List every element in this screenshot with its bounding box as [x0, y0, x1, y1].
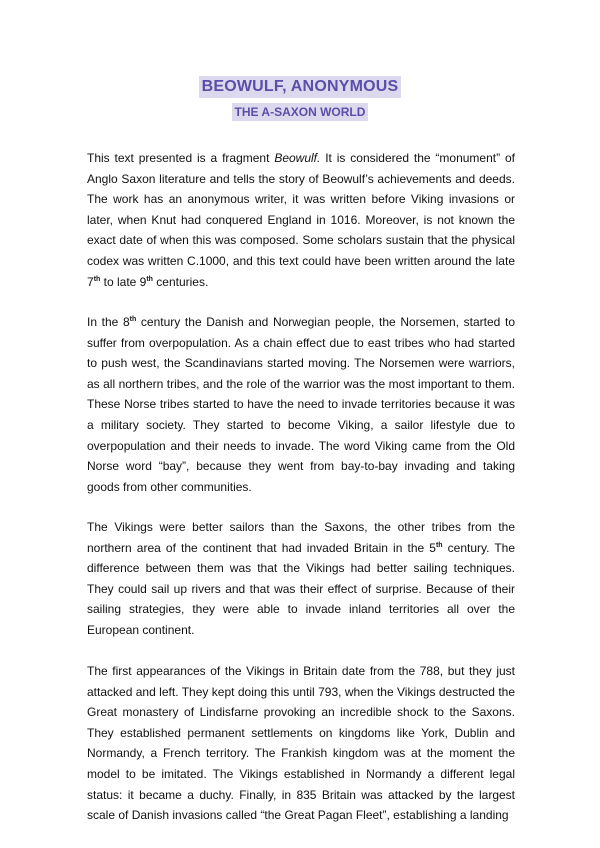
paragraph-3-text-a: The Vikings were better sailors than the Saxons, the other tribes from the northern area of the continent that had invaded Britain in the 5 [87, 520, 515, 555]
document-subtitle: THE A-SAXON WORLD [232, 103, 369, 121]
subtitle-block [0, 103, 600, 121]
ordinal-suffix: th [93, 275, 101, 283]
paragraph-4 [87, 661, 515, 826]
paragraph-1-text-b: It is considered the “monument” of Anglo Saxon literature and tells the story of Beowulf’s achievements and deeds. The work has an anonymous writer, it was written before Viking invasions or later, when Knut had conquered England in 1016. Moreover, is not known the exact date of when this was composed. Some scholars sustain that the physical codex was written C.1000, and this text could have been written around the late 7 [87, 151, 515, 289]
work-title: Beowulf. [274, 151, 321, 165]
paragraph-3-text-b: century. The difference between them was that the Vikings had better sailing techniques. They could sail up rivers and that was their effect of surprise. Because of their sailing strategies, they were able to invade inland territories all over the European continent. [87, 540, 515, 637]
paragraph-1-text-d: centuries. [152, 274, 209, 289]
paragraph-2 [87, 312, 515, 497]
paragraph-1-text-a: This text presented is a fragment [87, 151, 275, 165]
paragraph-2-text-a: In the 8 [87, 315, 130, 329]
ordinal-suffix: th [129, 316, 137, 323]
paragraph-1-text-c: to late 9 [100, 274, 147, 289]
title-block [0, 76, 600, 98]
paragraph-4-text-a: The first appearances of the Vikings in Britain date from the 788, but they just attacked and left. They kept doing this until 793, when the Vikings destructed the Great monastery of Lindisfarne provoking an incredible shock to the Saxons. They established permanent settlements on kingdoms like York, Dublin and Normandy, a French territory. The Frankish kingdom was at the moment the model to be imitated. The Vikings established in Normandy a different legal status: it became a duchy. Finally, in 835 Britain was attacked by the largest scale of Danish invasions called “the Great Pagan Fleet”, establishing a landing [87, 664, 515, 823]
ordinal-suffix: th [146, 275, 153, 283]
document-title: BEOWULF, ANONYMOUS [199, 76, 402, 98]
paragraph-1 [87, 148, 515, 292]
paragraph-2-text-b: century the Danish and Norwegian people, the Norsemen, started to suffer from overpopulation. As a chain effect due to east tribes who had started to push west, the Scandinavians started moving. The Norsemen were warriors, as all northern tribes, and the role of the warrior was the most important to them. These Norse tribes started to have the need to invade territories because it was a military society. They started to become Viking, a sailor lifestyle due to overpopulation and their needs to invade. The word Viking came from the Old Norse word “bay”, because they went from bay-to-bay invading and taking goods from other communities. [87, 315, 516, 494]
ordinal-suffix: th [435, 541, 443, 549]
paragraph-3 [87, 517, 515, 641]
